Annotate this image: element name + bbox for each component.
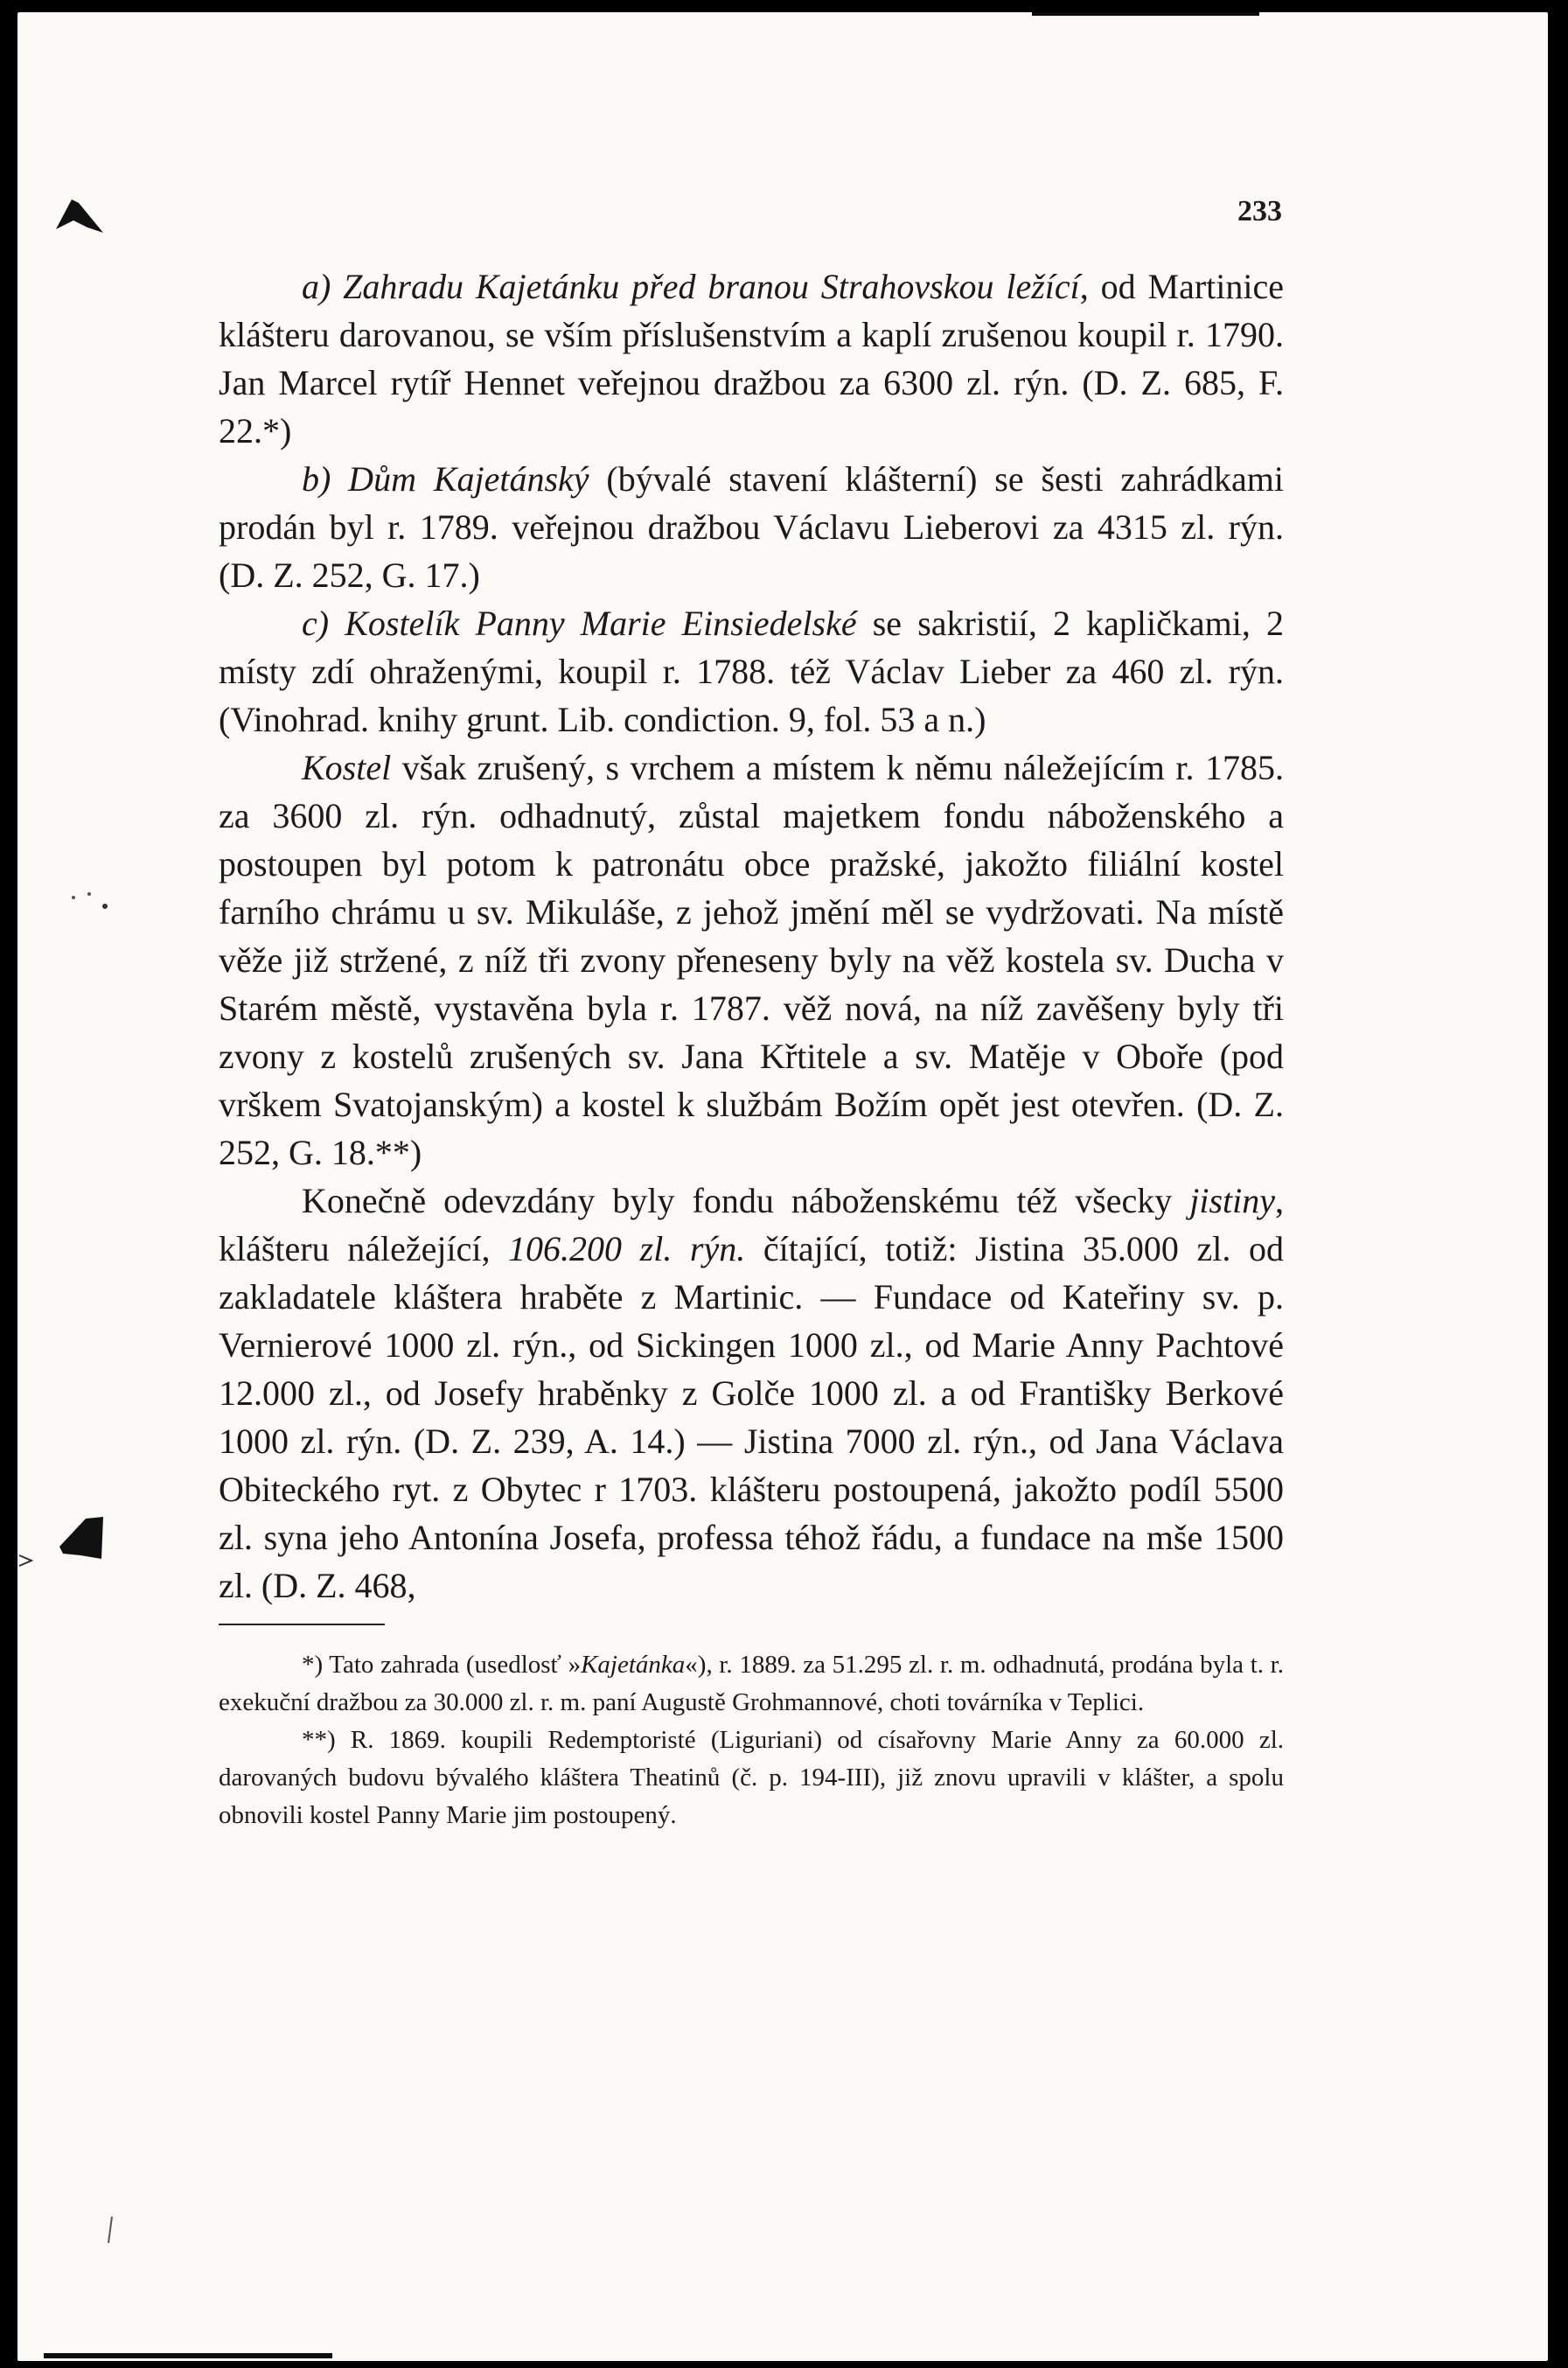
ink-blot-top-left	[52, 194, 107, 234]
footnote-lead: *) Tato zahrada (usedlosť »	[302, 1651, 582, 1679]
paragraph-text: (bývalé stavení klášterní) se šesti zahrádkami prodán byl r. 1789. veřejnou dražbou Václavu Lieberovi za 4315 zl. rýn. (D. Z. 252, G. 17.)	[219, 459, 1284, 595]
italic-term: jistiny	[1189, 1181, 1275, 1220]
footnote-2	[219, 1722, 1284, 1834]
paragraph-text: čítající, totiž: Jistina 35.000 zl. od zakladatele kláštera hraběte z Martinic. — Fundace od Kateřiny sv. p. Vernierové 1000 zl. rýn., od Sickingen 1000 zl., od Marie Anny Pachtové 12.000 zl., od Josefy hraběnky z Golče 1000 zl. a od Františky Berkové 1000 zl. rýn. (D. Z. 239, A. 14.) — Jistina 7000 zl. rýn., od Jana Václava Obiteckého ryt. z Obytec r 1703. klášteru postoupená, jakožto podíl 5500 zl. syna jeho Antonína Josefa, professa téhož řádu, a fundace na mše 1500 zl. (D. Z. 468,	[219, 1229, 1284, 1605]
paragraph-text: , od Martinice klášteru darovanou, se vším příslušenstvím a kaplí zrušenou koupil r. 1790. Jan Marcel rytíř Hennet veřejnou dražbou za 6300 zl. rýn. (D. Z. 685, F. 22.*)	[219, 267, 1284, 451]
paragraph-kostel	[219, 744, 1284, 1177]
page-content	[219, 262, 1284, 1834]
main-text	[219, 262, 1284, 1610]
page-number: 233	[1237, 195, 1282, 227]
italic-amount: 106.200 zl. rýn.	[508, 1229, 746, 1268]
paragraph-text: se sakristií, 2 kapličkami, 2 místy zdí ohraženými, koupil r. 1788. též Václav Lieber za 460 zl. rýn. (Vinohrad. knihy grunt. Lib. condiction. 9, fol. 53 a n.)	[219, 604, 1284, 739]
footnotes	[219, 1646, 1284, 1834]
paragraph-lead: Konečně odevzdány byly fondu náboženskému též všecky	[302, 1181, 1190, 1220]
italic-heading: Kostel	[302, 748, 392, 787]
paragraph-mid: , klášteru náležející,	[219, 1181, 1284, 1268]
footnote-text: **) R. 1869. koupili Redemptoristé (Liguriani) od císařovny Marie Anny za 60.000 zl. darovaných budovu bývalého kláštera Theatinů (č. p. 194-III), již znovu upravili v klášter, a spolu obnovili kostel Panny Marie jim postoupený.	[219, 1726, 1284, 1829]
margin-scratch-bottom	[105, 2215, 115, 2245]
italic-heading: c) Kostelík Panny Marie Einsiedelské	[302, 604, 857, 643]
book-page	[17, 12, 1548, 2361]
italic-heading: a) Zahradu Kajetánku před branou Strahovskou ležící	[302, 267, 1080, 306]
top-edge-rule	[1032, 12, 1259, 16]
bottom-edge-rule	[44, 2353, 332, 2358]
footnote-1	[219, 1646, 1284, 1722]
paragraph-jistiny	[219, 1177, 1284, 1610]
paragraph-dum-kajetansky	[219, 455, 1284, 599]
margin-dots-left	[70, 889, 110, 915]
paragraph-kostelik	[219, 599, 1284, 744]
italic-term: Kajetánka	[581, 1651, 686, 1679]
footnote-text: «), r. 1889. za 51.295 zl. r. m. odhadnutá, prodána byla t. r. exekuční dražbou za 30.000 zl. r. m. paní Augustě Grohmannové, choti továrníka v Teplici.	[219, 1651, 1284, 1716]
footnote-separator	[219, 1624, 385, 1625]
paragraph-text: však zrušený, s vrchem a místem k němu náležejícím r. 1785. za 3600 zl. rýn. odhadnutý, zůstal majetkem fondu náboženského a postoupen byl potom k patronátu obce pražské, jakožto filiální kostel farního chrámu u sv. Mikuláše, z jehož jmění měl se vydržovati. Na místě věže již stržené, z níž tři zvony přeneseny byly na věž kostela sv. Ducha v Starém městě, vystavěna byla r. 1787. věž nová, na níž zavěšeny byly tři zvony z kostelů zrušených sv. Jana Křtitele a sv. Matěje v Oboře (pod vrškem Svatojanským) a kostel k službám Božím opět jest otevřen. (D. Z. 252, G. 18.**)	[219, 748, 1284, 1172]
italic-heading: b) Dům Kajetánský	[302, 459, 589, 499]
ink-blot-middle-left	[54, 1515, 107, 1562]
margin-tick-left	[17, 1552, 37, 1569]
paragraph-zahrada-kajetanku	[219, 262, 1284, 455]
